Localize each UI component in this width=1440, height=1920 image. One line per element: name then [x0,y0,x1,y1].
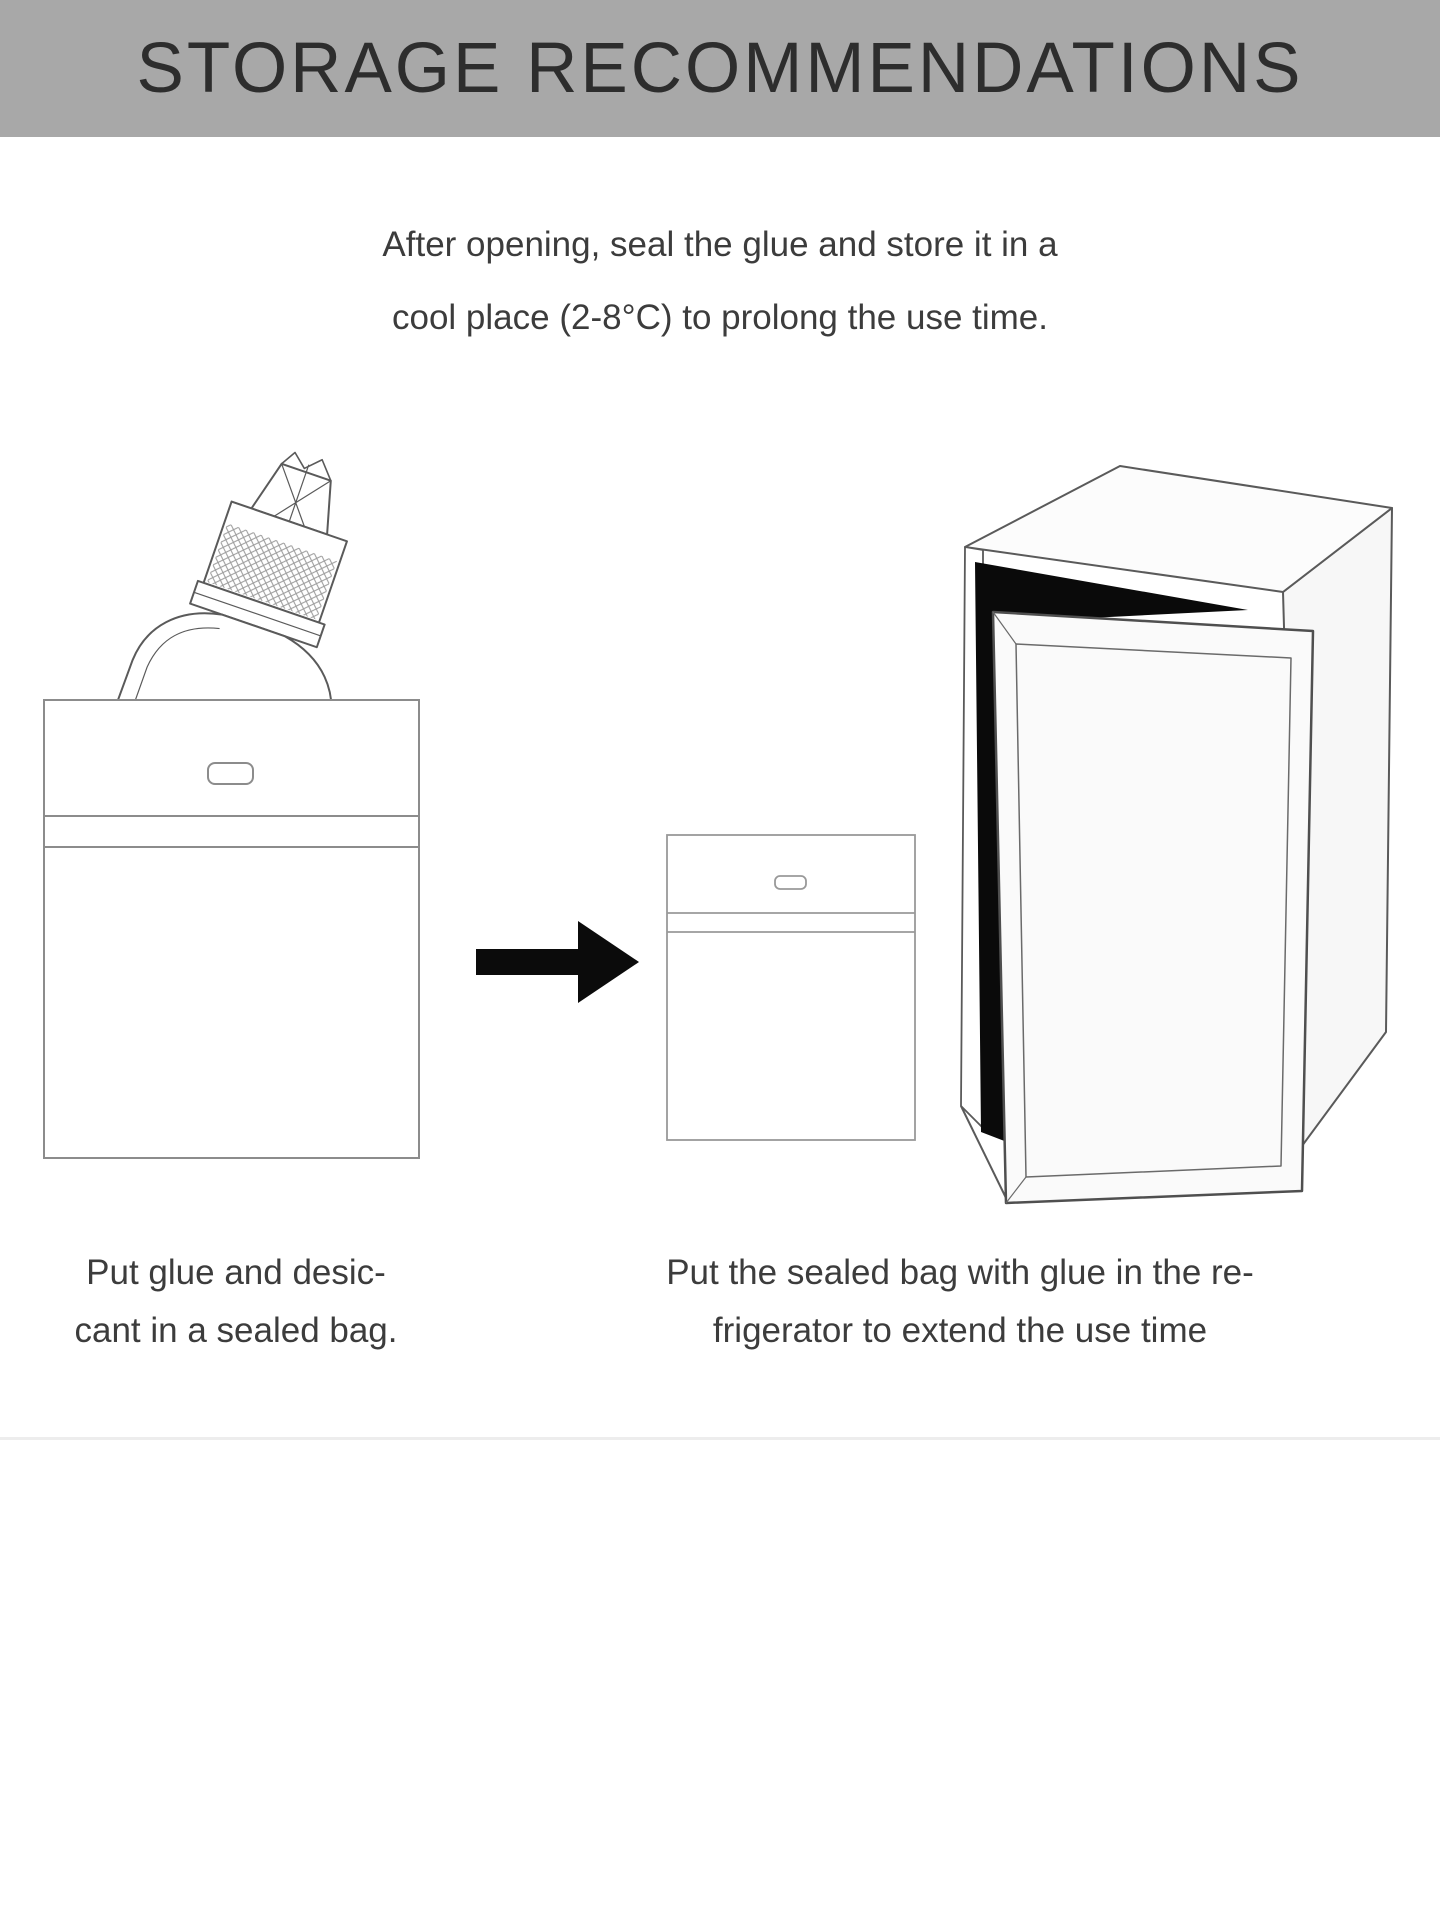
refrigerator-icon [961,466,1392,1203]
caption-line: cant in a sealed bag. [74,1311,398,1350]
step-caption-fridge [540,1244,1380,1360]
bag-slider [775,876,806,889]
bag-slider [208,763,253,784]
sealed-bag-icon [44,422,419,1158]
caption-line: Put glue and desic- [86,1253,386,1292]
small-sealed-bag-icon [667,835,915,1140]
arrow-right-icon [476,921,639,1003]
step-caption-bag [0,1244,472,1360]
caption-line: frigerator to extend the use time [712,1311,1208,1350]
intro-line-2: cool place (2-8°C) to prolong the use time. [392,298,1048,337]
section-divider [0,1437,1440,1440]
page-title: STORAGE RECOMMENDATIONS [136,29,1304,108]
caption-line: Put the sealed bag with glue in the re- [666,1253,1254,1292]
intro-line-1: After opening, seal the glue and store it in a [382,225,1058,264]
